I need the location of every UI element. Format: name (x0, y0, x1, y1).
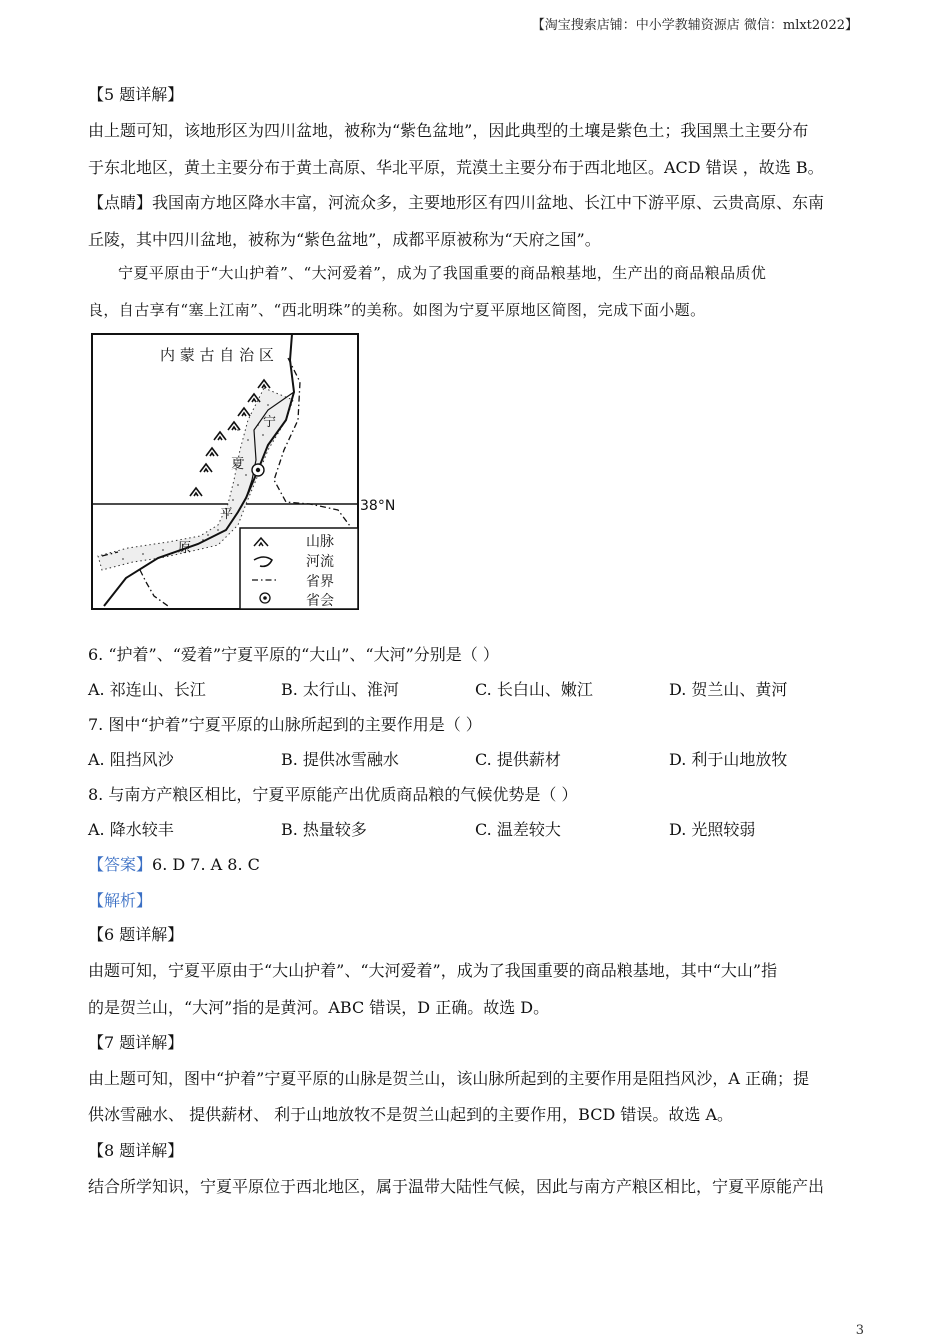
map-char-yuan: 原 (178, 541, 192, 556)
legend-border-label: 省界 (306, 574, 334, 590)
q7-option-c: C. 提供薪材 (475, 750, 561, 769)
q6-option-a: A. 祁连山、长江 (88, 680, 206, 699)
map-char-xia: 夏 (231, 457, 245, 472)
q8-line-1: 结合所学知识，宁夏平原位于西北地区，属于温带大陆性气候，因此与南方产粮区相比，宁夏平原能产出 (88, 1177, 825, 1196)
question-7-stem: 7. 图中“护着”宁夏平原的山脉所起到的主要作用是（ ） (88, 715, 482, 734)
legend-river-label: 河流 (306, 554, 334, 570)
question-6-stem: 6. “护着”、“爱着”宁夏平原的“大山”、“大河”分别是（ ） (88, 645, 499, 664)
answer-text: 6. D 7. A 8. C (152, 855, 260, 874)
q5-line-2: 于东北地区，黄土主要分布于黄土高原、华北平原，荒漠土主要分布于西北地区。ACD 错误 ，故选 B。 (88, 158, 824, 177)
latitude-label: 38°N (360, 498, 396, 514)
analysis-label: 【解析】 (88, 891, 153, 910)
question-8-stem: 8. 与南方产粮区相比，宁夏平原能产出优质商品粮的气候优势是（ ） (88, 785, 578, 804)
ningxia-plain-map (88, 330, 400, 612)
q7-line-2: 供冰雪融水、 提供薪材、 利于山地放牧不是贺兰山起到的主要作用，BCD 错误。故选 A。 (88, 1105, 734, 1124)
q6-option-b: B. 太行山、淮河 (281, 680, 399, 699)
q7-line-1: 由上题可知，图中“护着”宁夏平原的山脉是贺兰山，该山脉所起到的主要作用是阻挡风沙，A 正确；提 (88, 1069, 810, 1088)
q7-option-d: D. 利于山地放牧 (669, 750, 788, 769)
q6-line-2: 的是贺兰山，“大河”指的是黄河。ABC 错误，D 正确。故选 D。 (88, 998, 550, 1017)
q8-option-b: B. 热量较多 (281, 820, 367, 839)
passage-line-2: 良，自古享有“塞上江南”、“西北明珠”的美称。如图为宁夏平原地区简图，完成下面小题。 (88, 301, 706, 319)
map-region-label: 内 蒙 古 自 治 区 (160, 346, 274, 364)
q6-option-d: D. 贺兰山、黄河 (669, 680, 788, 699)
q8-option-d: D. 光照较弱 (669, 820, 756, 839)
answer-line (88, 852, 260, 875)
q7-heading: 【7 题详解】 (88, 1033, 184, 1052)
legend-capital-label: 省会 (306, 593, 334, 609)
map-char-ping: 平 (220, 507, 234, 522)
q6-option-c: C. 长白山、嫩江 (475, 680, 593, 699)
q6-heading: 【6 题详解】 (88, 925, 184, 944)
q6-line-1: 由题可知，宁夏平原由于“大山护着”、“大河爱着”，成为了我国重要的商品粮基地，其中“大山”指 (88, 961, 778, 980)
page-number: 3 (855, 1323, 864, 1338)
map-legend (240, 528, 358, 609)
q7-option-a: A. 阻挡风沙 (88, 750, 174, 769)
q5-heading: 【5 题详解】 (88, 85, 184, 104)
q8-option-a: A. 降水较丰 (88, 820, 174, 839)
legend-mountain-label: 山脉 (306, 534, 334, 550)
q5-tip-line-2: 丘陵，其中四川盆地，被称为“紫色盆地”，成都平原被称为“天府之国”。 (88, 230, 601, 249)
passage-line-1: 宁夏平原由于“大山护着”、“大河爱着”，成为了我国重要的商品粮基地，生产出的商品粮品质优 (118, 264, 767, 282)
answer-label: 【答案】 (88, 855, 153, 874)
map-char-ning: 宁 (263, 415, 277, 430)
q5-line-1: 由上题可知，该地形区为四川盆地，被称为“紫色盆地”，因此典型的土壤是紫色土；我国黑土主要分布 (88, 121, 809, 140)
q5-tip-line-1: 【点睛】我国南方地区降水丰富，河流众多，主要地形区有四川盆地、长江中下游平原、云贵高原、东南 (88, 193, 825, 212)
q8-heading: 【8 题详解】 (88, 1141, 184, 1160)
q8-option-c: C. 温差较大 (475, 820, 561, 839)
q7-option-b: B. 提供冰雪融水 (281, 750, 399, 769)
page-header: 【淘宝搜索店铺：中小学教辅资源店 微信：mlxt2022】 (531, 18, 858, 33)
